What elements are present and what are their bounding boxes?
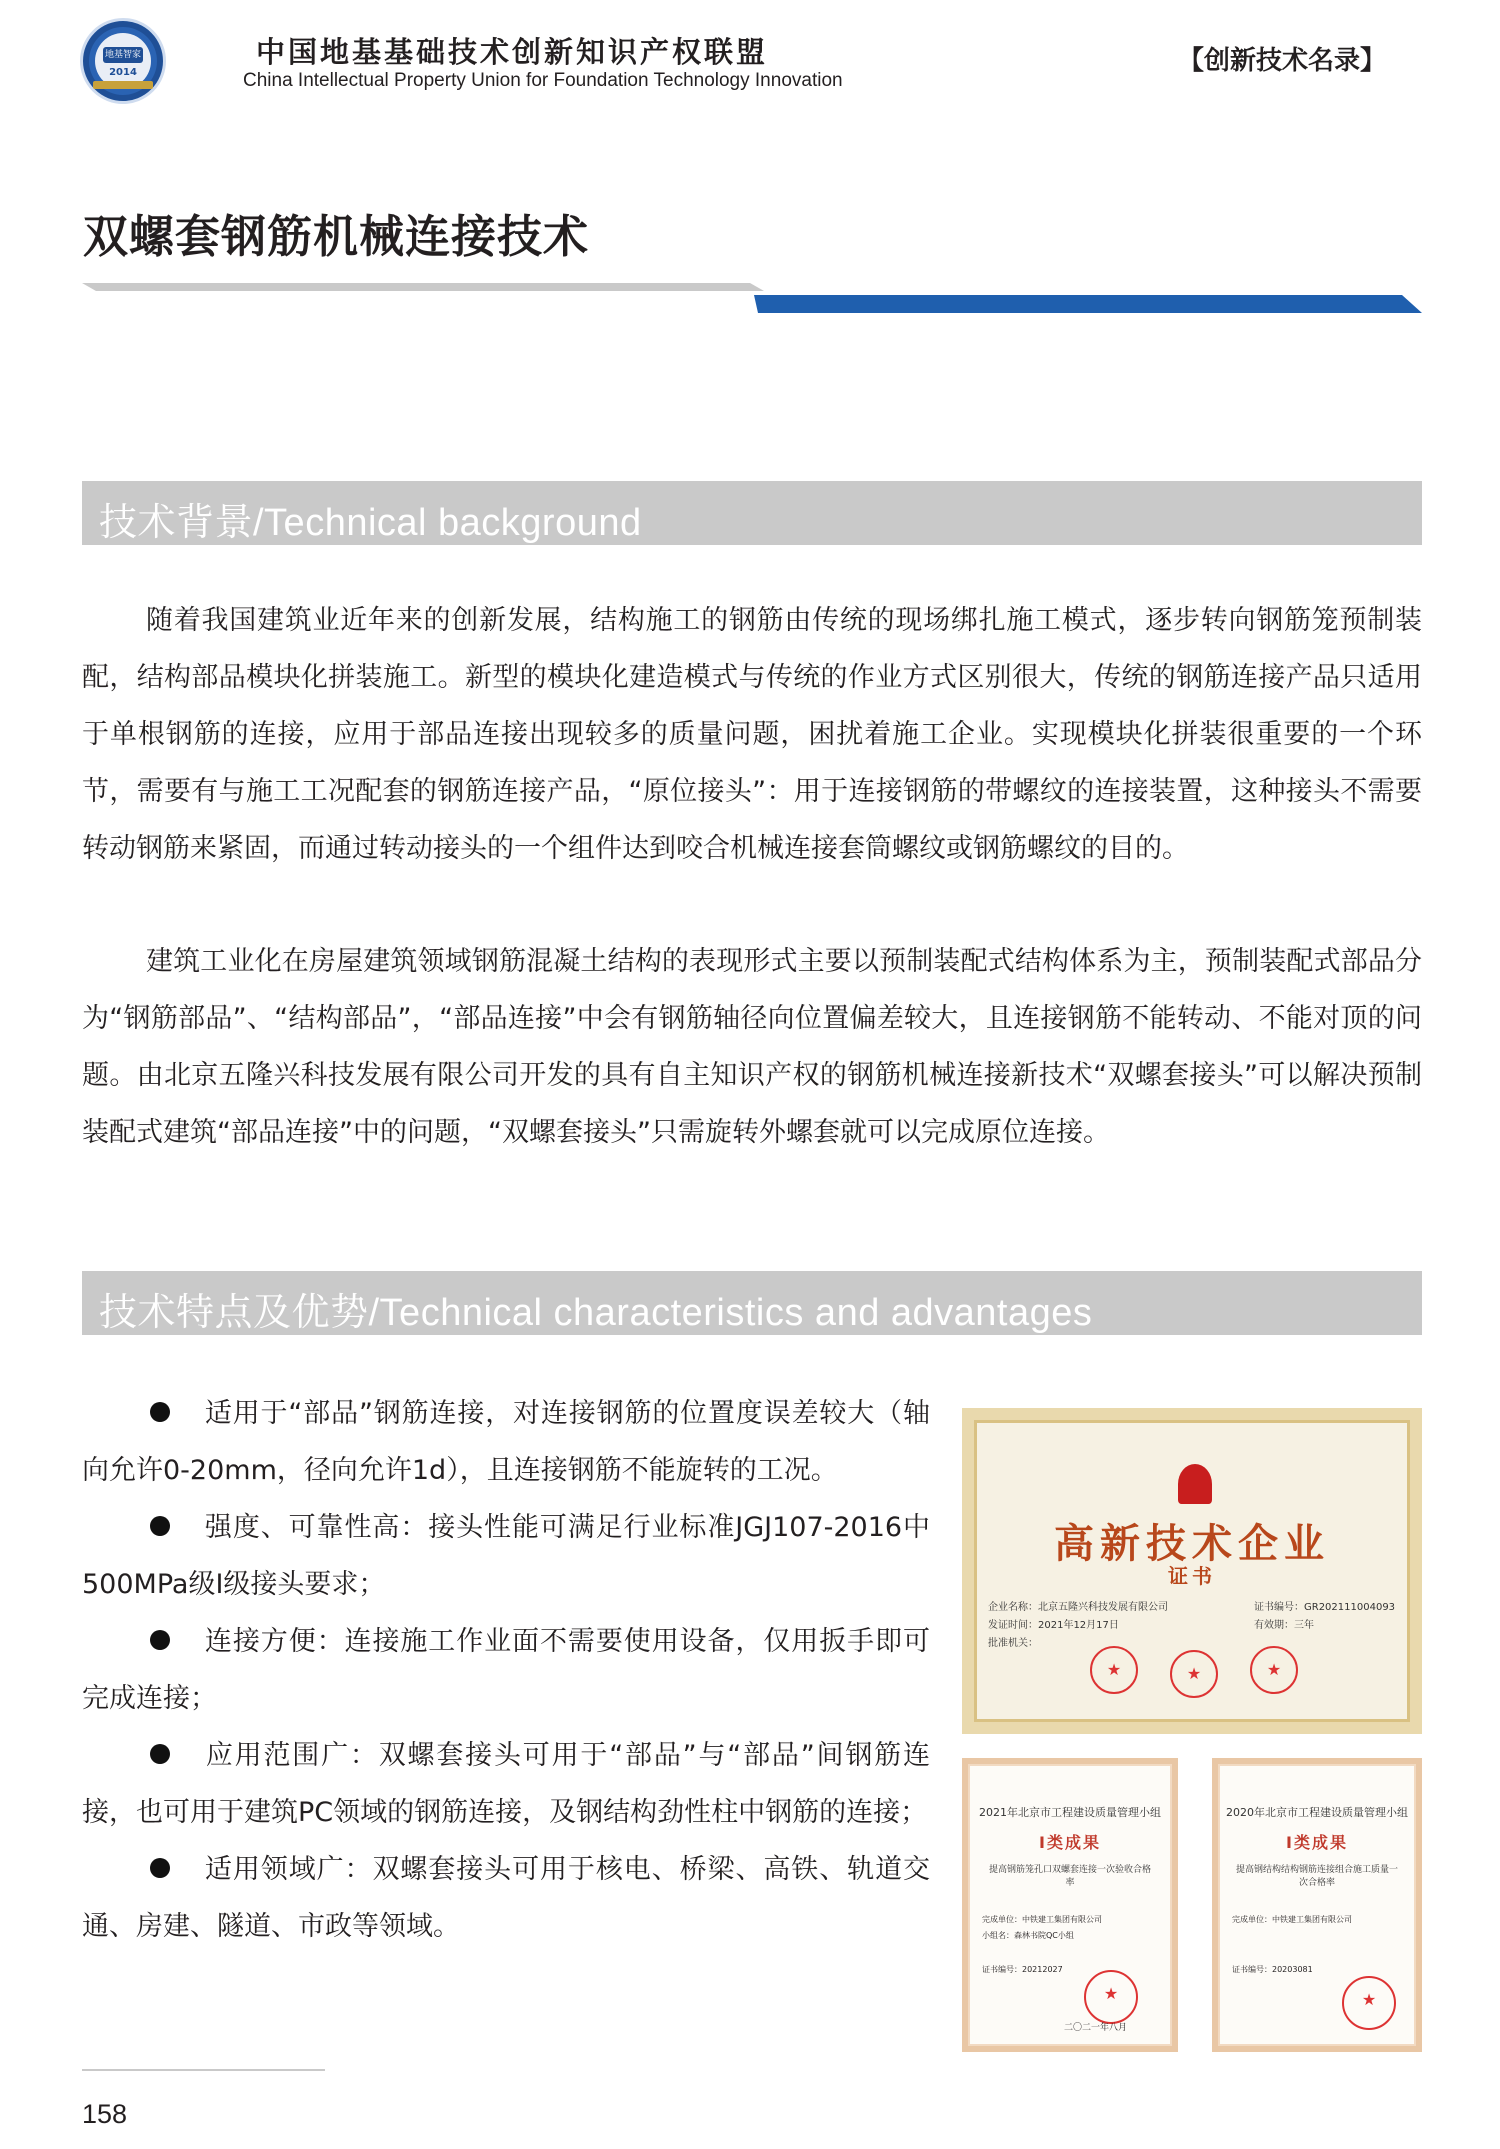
org-name-cn: 中国地基基础技术创新知识产权联盟: [256, 35, 769, 69]
award-2020-body: 提高钢结构结构钢筋连接组合施工质量一次合格率: [1235, 1865, 1398, 1888]
page-number: 158: [82, 2099, 128, 2129]
logo-mark: 地基智家: [103, 47, 143, 63]
list-item: [82, 1841, 930, 1955]
award-2021-org: 2021年北京市工程建设质量管理小组: [979, 1806, 1161, 1819]
paragraph-background-2: 建筑工业化在房屋建筑领域钢筋混凝土结构的表现形式主要以预制装配式结构体系为主，预制装配式部品分为“钢筋部品”、“结构部品”，“部品连接”中会有钢筋轴径向位置偏差较大，且连接钢筋不能转动、不能对顶的问题。由北京五隆兴科技发展有限公司开发的具有自主知识产权的钢筋机械连接新技术“双螺套接头”可以解决预制装配式建筑“部品连接”中的问题，“双螺套接头”只需旋转外螺套就可以完成原位连接。: [82, 946, 1422, 1148]
bullet-icon: [150, 1744, 170, 1764]
section-bar-background: [82, 481, 1422, 545]
award-2021-number: 证书编号：20212027: [982, 1965, 1063, 1974]
award-2021-level: Ⅰ类成果: [1039, 1833, 1101, 1852]
bullet-icon: [150, 1402, 170, 1422]
seal-icon: [1090, 1646, 1138, 1694]
logo-year: 2014: [109, 67, 137, 78]
list-item-text: 适用于“部品”钢筋连接，对连接钢筋的位置度误差较大（轴向允许0-20mm，径向允许1d），且连接钢筋不能旋转的工况。: [82, 1398, 930, 1486]
footer-rule: [82, 2069, 325, 2071]
list-item-text: 适用领域广：双螺套接头可用于核电、桥梁、高铁、轨道交通、房建、隧道、市政等领域。: [82, 1854, 930, 1942]
award-2020-unit: 完成单位：中铁建工集团有限公司: [1232, 1915, 1352, 1924]
catalog-tag: 【创新技术名录】: [1178, 46, 1387, 76]
title-rule-gray: [82, 283, 764, 291]
section-heading-advantages: 技术特点及优势/Technical characteristics and advantages: [99, 1292, 1093, 1334]
paragraph-background-1: 随着我国建筑业近年来的创新发展，结构施工的钢筋由传统的现场绑扎施工模式，逐步转向钢筋笼预制装配，结构部品模块化拼装施工。新型的模块化建造模式与传统的作业方式区别很大，传统的钢筋连接产品只适用于单根钢筋的连接，应用于部品连接出现较多的质量问题，困扰着施工企业。实现模块化拼装很重要的一个环节，需要有与施工工况配套的钢筋连接产品，“原位接头”：用于连接钢筋的带螺纹的连接装置，这种接头不需要转动钢筋来紧固，而通过转动接头的一个组件达到咬合机械连接套筒螺纹或钢筋螺纹的目的。: [82, 605, 1422, 864]
award-2021-unit: 完成单位：中铁建工集团有限公司: [982, 1915, 1102, 1924]
award-2020-number: 证书编号：20203081: [1232, 1965, 1313, 1974]
certificate-validity: 有效期：三年: [1254, 1620, 1314, 1631]
award-certificate-2021-image: [962, 1758, 1178, 2052]
list-item-text: 应用范围广：双螺套接头可用于“部品”与“部品”间钢筋连接，也可用于建筑PC领域的钢筋连接，及钢结构劲性柱中钢筋的连接；: [82, 1740, 930, 1828]
title-rule: [82, 283, 1422, 315]
seal-icon: [1084, 1970, 1138, 2024]
list-item: [82, 1613, 930, 1727]
title-rule-blue: [754, 295, 1422, 313]
award-2020-org: 2020年北京市工程建设质量管理小组: [1226, 1806, 1408, 1819]
seal-icon: [1342, 1976, 1396, 2030]
list-item: [82, 1385, 930, 1499]
bullet-icon: [150, 1516, 170, 1536]
section-bar-advantages: [82, 1271, 1422, 1335]
certificate-company: 企业名称：北京五隆兴科技发展有限公司: [988, 1602, 1168, 1613]
certificate-number: 证书编号：GR202111004093: [1254, 1602, 1396, 1613]
bullet-icon: [150, 1630, 170, 1650]
award-2021-group: 小组名：森林书院QC小组: [982, 1931, 1074, 1940]
award-2021-body: 提高钢筋笼孔口双螺套连接一次验收合格率: [988, 1865, 1151, 1888]
certificate-subtitle: 证书: [1168, 1564, 1216, 1588]
certificate-authority: 批准机关：: [988, 1638, 1038, 1649]
high-tech-certificate-image: [962, 1408, 1422, 1734]
list-item-text: 强度、可靠性高：接头性能可满足行业标准JGJ107-2016中500MPa级Ⅰ级接头要求；: [82, 1512, 930, 1600]
list-item: [82, 1499, 930, 1613]
list-item: [82, 1727, 930, 1841]
bullet-icon: [150, 1858, 170, 1878]
seal-icon: [1250, 1646, 1298, 1694]
seal-icon: [1170, 1650, 1218, 1698]
org-name-en: China Intellectual Property Union for Foundation Technology Innovation: [243, 70, 843, 91]
award-2021-date: 二〇二一年八月: [1064, 2023, 1128, 2033]
alliance-logo-icon: [80, 18, 166, 104]
emblem-icon: [1178, 1464, 1212, 1504]
advantages-list: [82, 1385, 930, 1955]
award-certificate-2020-image: [1212, 1758, 1422, 2052]
certificate-title: 高新技术企业: [1054, 1521, 1330, 1567]
section-heading-background: 技术背景/Technical background: [99, 502, 642, 544]
award-2020-level: Ⅰ类成果: [1286, 1833, 1348, 1852]
certificate-date: 发证时间：2021年12月17日: [988, 1620, 1119, 1631]
logo-ribbon: [93, 81, 153, 89]
list-item-text: 连接方便：连接施工作业面不需要使用设备，仅用扳手即可完成连接；: [82, 1626, 930, 1714]
page-title: 双螺套钢筋机械连接技术: [83, 210, 590, 263]
